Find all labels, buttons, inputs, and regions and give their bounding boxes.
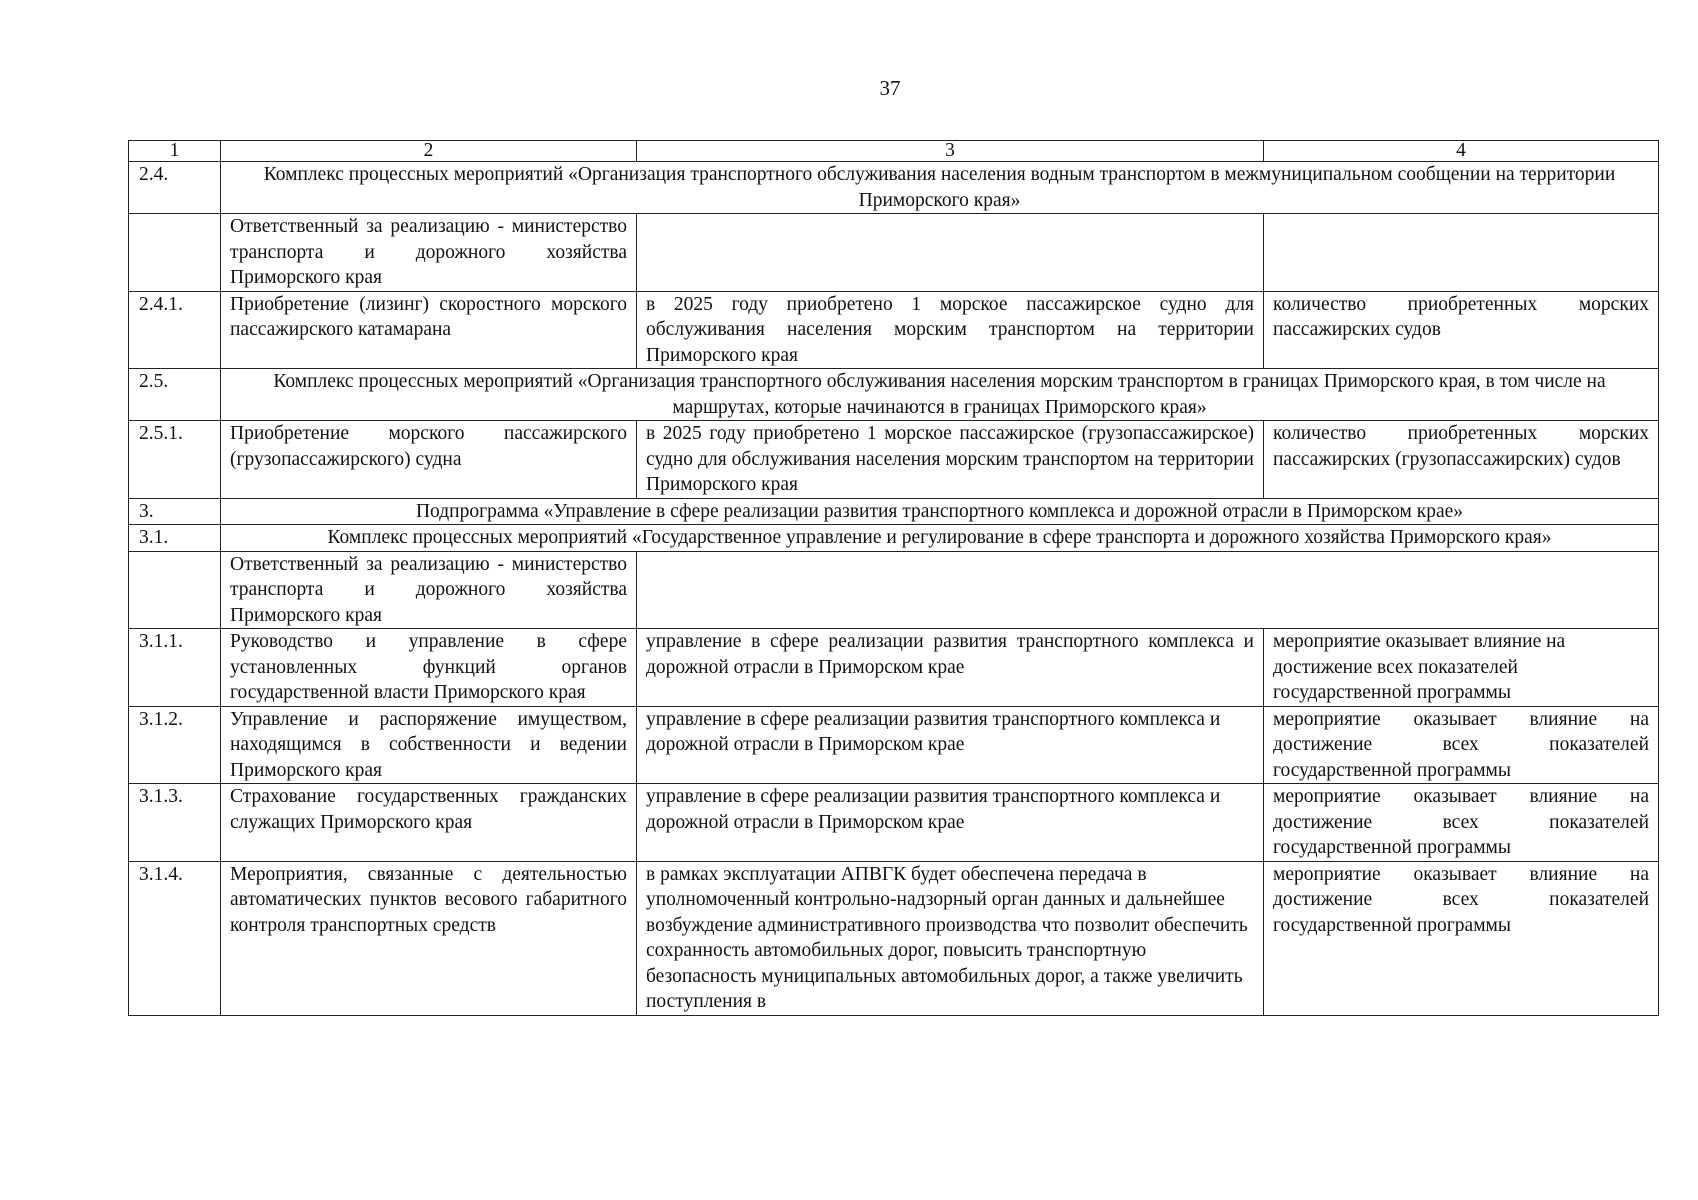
table-row — [129, 629, 1659, 707]
result-cell — [637, 214, 1264, 292]
column-number-4: 4 — [1264, 141, 1659, 162]
responsible-cell: Ответственный за реализацию - министерство транспорта и дорожного хозяйства Приморского края — [221, 214, 637, 292]
result-cell: управление в сфере реализации развития транспортного комплекса и дорожной отрасли в Приморском крае — [637, 784, 1264, 862]
subprogram-title: Подпрограмма «Управление в сфере реализации развития транспортного комплекса и дорожной отрасли в Приморском крае» — [221, 498, 1659, 525]
row-number: 2.4.1. — [129, 291, 221, 369]
section-title: Комплекс процессных мероприятий «Организация транспортного обслуживания населения морским транспортом в границах Приморского края, в том числе на маршрутах, которые начинаются в границах Приморского края» — [221, 369, 1659, 421]
row-number: 3.1.3. — [129, 784, 221, 862]
result-cell: управление в сфере реализации развития транспортного комплекса и дорожной отрасли в Приморском крае — [637, 706, 1264, 784]
row-number: 3. — [129, 498, 221, 525]
row-number: 3.1.4. — [129, 861, 221, 1015]
table-row — [129, 291, 1659, 369]
column-number-header-row — [129, 141, 1659, 162]
measure-name-cell: Мероприятия, связанные с деятельностью автоматических пунктов весового габаритного контроля транспортных средств — [221, 861, 637, 1015]
row-number: 3.1.2. — [129, 706, 221, 784]
row-number: 3.1.1. — [129, 629, 221, 707]
table-row — [129, 784, 1659, 862]
responsible-cell: Ответственный за реализацию - министерство транспорта и дорожного хозяйства Приморского края — [221, 551, 637, 629]
indicator-cell: мероприятие оказывает влияние на достижение всех показателей государственной программы — [1264, 629, 1659, 707]
measure-name-cell: Страхование государственных гражданских служащих Приморского края — [221, 784, 637, 862]
row-number: 2.5.1. — [129, 421, 221, 499]
table-row — [129, 551, 1659, 629]
measures-table — [128, 140, 1659, 1016]
section-title: Комплекс процессных мероприятий «Государственное управление и регулирование в сфере транспорта и дорожного хозяйства Приморского края» — [221, 525, 1659, 552]
measure-name-cell: Приобретение (лизинг) скоростного морского пассажирского катамарана — [221, 291, 637, 369]
table-row — [129, 162, 1659, 214]
row-number: 3.1. — [129, 525, 221, 552]
section-title: Комплекс процессных мероприятий «Организация транспортного обслуживания населения водным транспортом в межмуниципальном сообщении на территории Приморского края» — [221, 162, 1659, 214]
table-row — [129, 214, 1659, 292]
indicator-cell: количество приобретенных морских пассажирских (грузопассажирских) судов — [1264, 421, 1659, 499]
page-number: 37 — [879, 76, 901, 100]
column-number-1: 1 — [129, 141, 221, 162]
table-row — [129, 706, 1659, 784]
measure-name-cell: Руководство и управление в сфере установленных функций органов государственной власти Приморского края — [221, 629, 637, 707]
column-number-3: 3 — [637, 141, 1264, 162]
measure-name-cell: Управление и распоряжение имуществом, находящимся в собственности и ведении Приморского края — [221, 706, 637, 784]
merged-empty-cell — [637, 551, 1659, 629]
table-row — [129, 498, 1659, 525]
table-row — [129, 861, 1659, 1015]
row-number: 2.5. — [129, 369, 221, 421]
row-number — [129, 214, 221, 292]
result-cell: управление в сфере реализации развития транспортного комплекса и дорожной отрасли в Приморском крае — [637, 629, 1264, 707]
indicator-cell: количество приобретенных морских пассажирских судов — [1264, 291, 1659, 369]
result-cell: в 2025 году приобретено 1 морское пассажирское судно для обслуживания населения морским транспортом на территории Приморского края — [637, 291, 1264, 369]
result-cell: в рамках эксплуатации АПВГК будет обеспечена передача в уполномоченный контрольно-надзорный орган данных и дальнейшее возбуждение административного производства что позволит обеспечить сохранность автомобильных дорог, повысить транспортную безопасность муниципальных автомобильных дорог, а также увеличить поступления в — [637, 861, 1264, 1015]
indicator-cell — [1264, 214, 1659, 292]
indicator-cell: мероприятие оказывает влияние на достижение всех показателей государственной программы — [1264, 861, 1659, 1015]
row-number — [129, 551, 221, 629]
table-row — [129, 525, 1659, 552]
result-cell: в 2025 году приобретено 1 морское пассажирское (грузопассажирское) судно для обслуживания населения морским транспортом на территории Приморского края — [637, 421, 1264, 499]
table-row — [129, 421, 1659, 499]
table-row — [129, 369, 1659, 421]
row-number: 2.4. — [129, 162, 221, 214]
indicator-cell: мероприятие оказывает влияние на достижение всех показателей государственной программы — [1264, 784, 1659, 862]
indicator-cell: мероприятие оказывает влияние на достижение всех показателей государственной программы — [1264, 706, 1659, 784]
measure-name-cell: Приобретение морского пассажирского (грузопассажирского) судна — [221, 421, 637, 499]
column-number-2: 2 — [221, 141, 637, 162]
